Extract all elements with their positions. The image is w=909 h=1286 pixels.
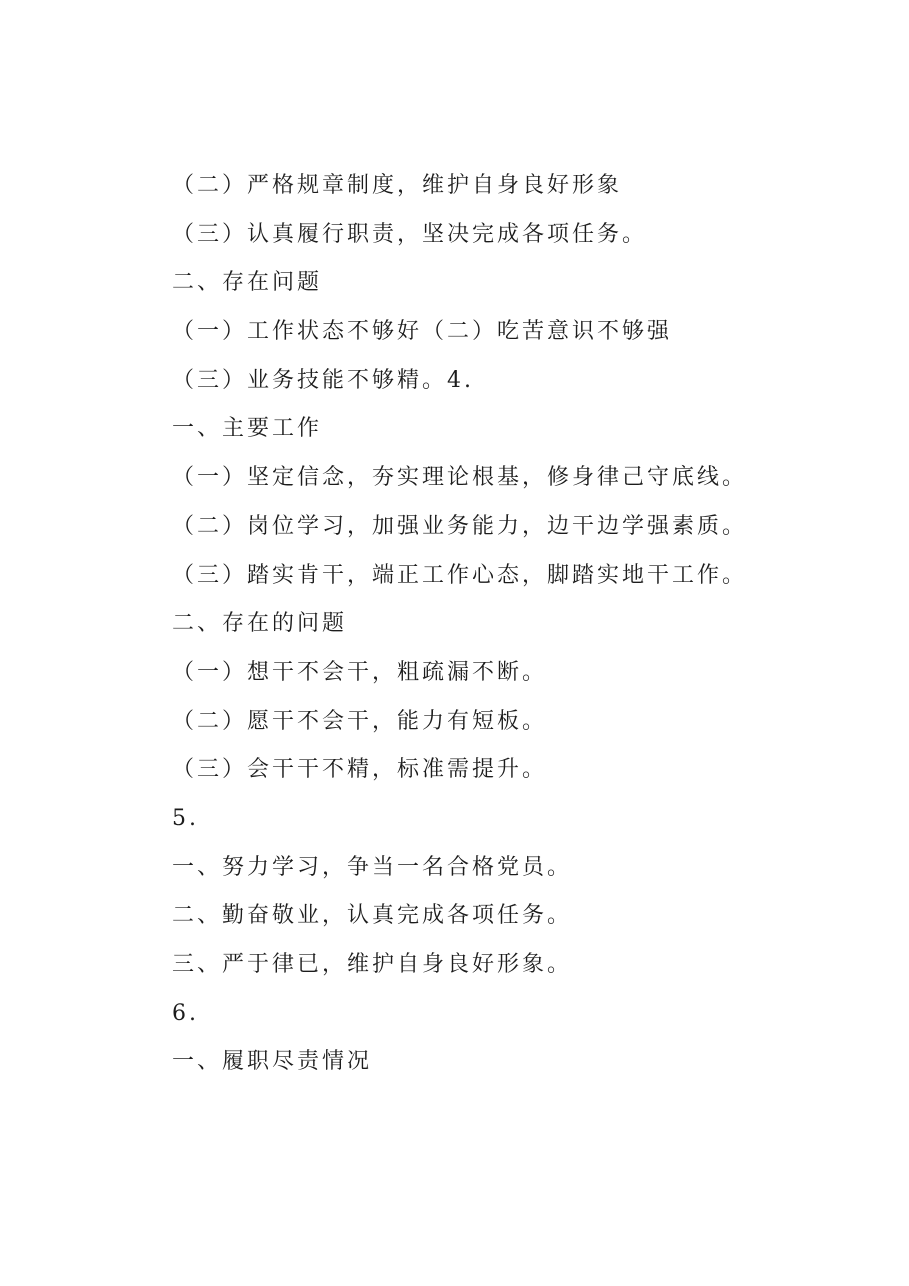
section-heading: 二、勤奋敬业，认真完成各项任务。 xyxy=(172,903,573,929)
section-number: 5. xyxy=(172,805,199,831)
text-line: （三）会干干不精，标准需提升。 xyxy=(172,757,548,783)
section-number: 6. xyxy=(172,1000,199,1026)
section-heading: 一、履职尽责情况 xyxy=(172,1049,373,1075)
text-line: （一）想干不会干，粗疏漏不断。 xyxy=(172,659,548,685)
text-line: （一）工作状态不够好（二）吃苦意识不够强 xyxy=(172,319,673,345)
section-heading: 一、主要工作 xyxy=(172,416,323,442)
section-heading: 二、存在问题 xyxy=(172,270,323,296)
text-line: （二）严格规章制度，维护自身良好形象 xyxy=(172,173,623,198)
section-heading: 二、存在的问题 xyxy=(172,611,348,637)
section-heading: 三、严于律已，维护自身良好形象。 xyxy=(172,952,573,977)
text-line: （二）岗位学习，加强业务能力，边干边学强素质。 xyxy=(172,513,748,539)
text-line: （一）坚定信念，夯实理论根基，修身律己守底线。 xyxy=(172,465,748,491)
section-heading: 一、努力学习，争当一名合格党员。 xyxy=(172,854,573,880)
text-line: （三）认真履行职责，坚决完成各项任务。 xyxy=(172,221,648,247)
document-body xyxy=(172,166,872,1091)
text-line: （三）业务技能不够精。4. xyxy=(172,367,474,393)
text-line: （二）愿干不会干，能力有短板。 xyxy=(172,708,548,734)
text-line: （三）踏实肯干，端正工作心态，脚踏实地干工作。 xyxy=(172,562,748,588)
